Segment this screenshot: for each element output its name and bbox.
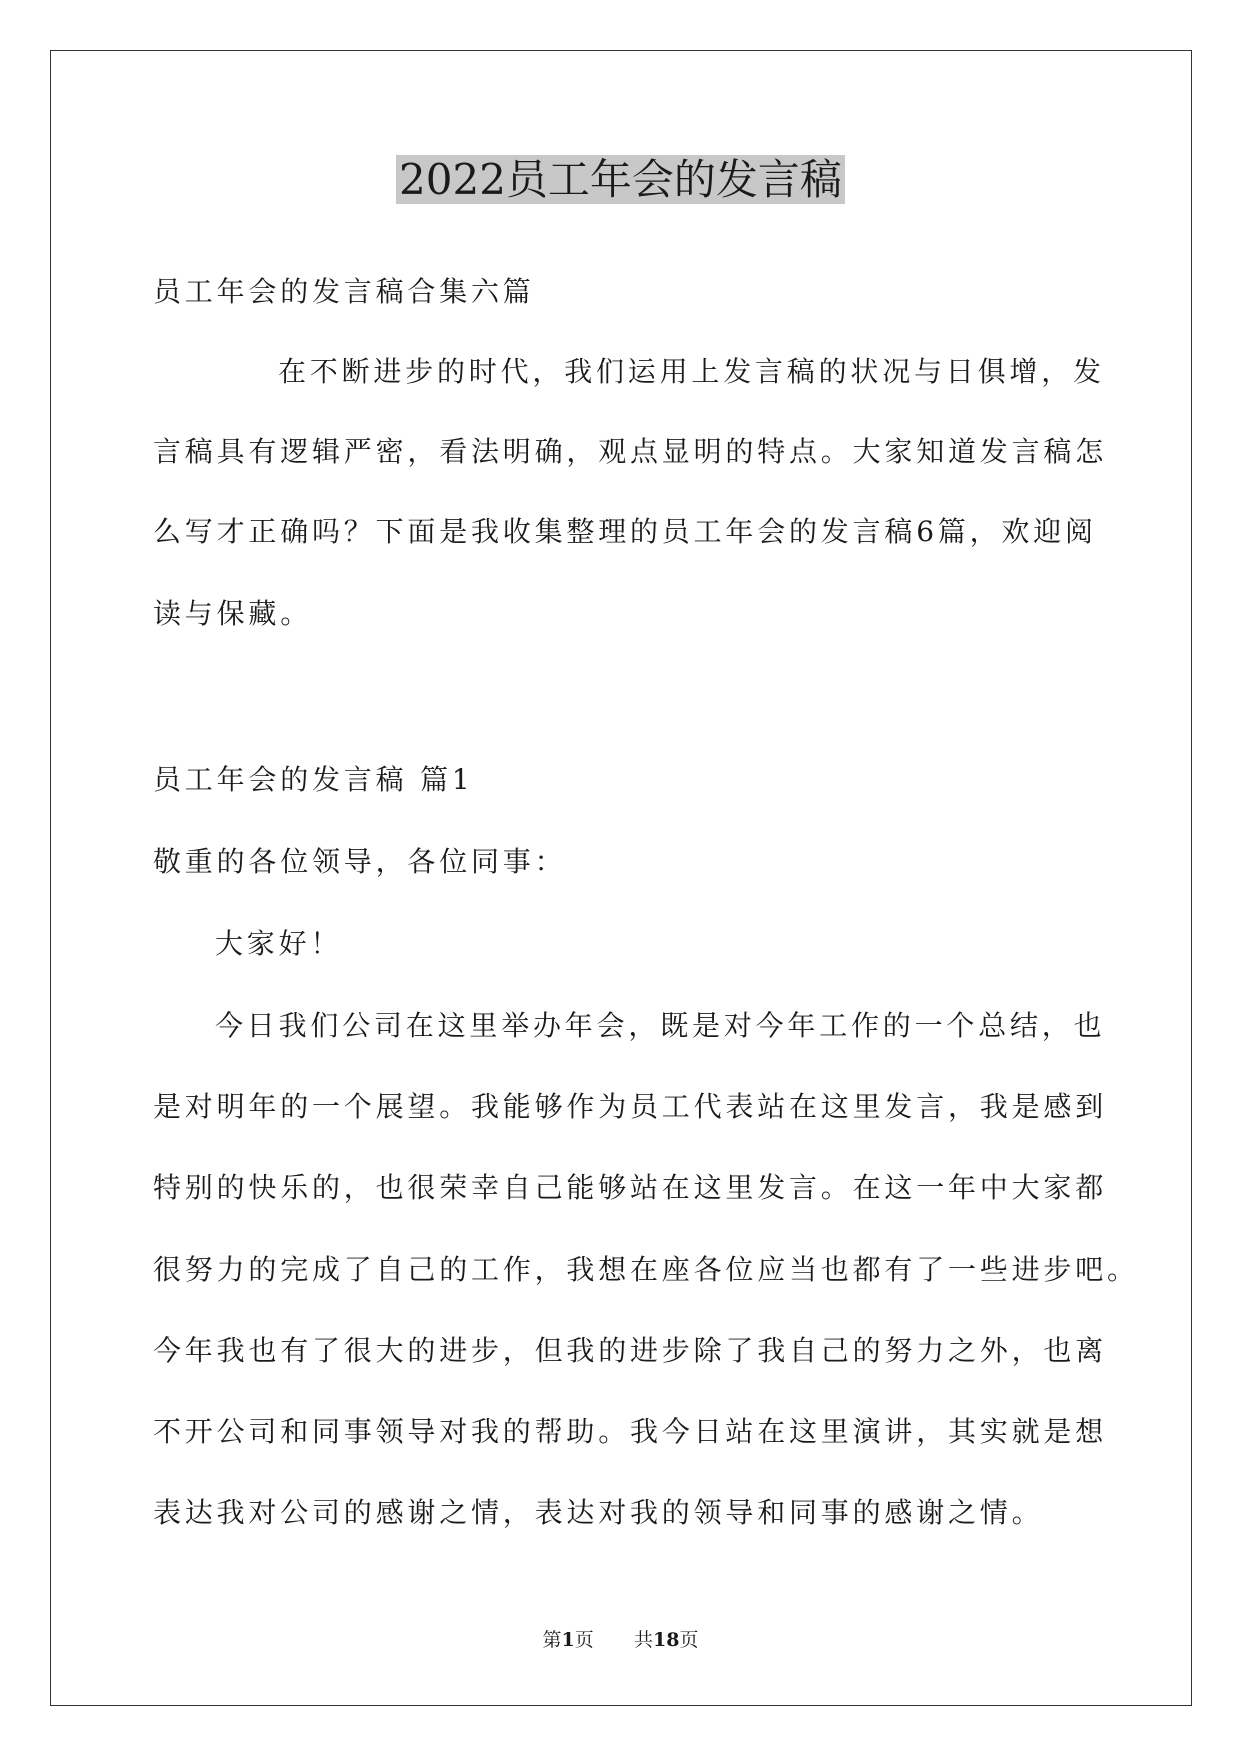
section-heading: 员工年会的发言稿 篇1 (153, 763, 474, 796)
footer-total-pages: 18 (652, 1629, 680, 1651)
footer-page-prefix: 第 (542, 1629, 562, 1651)
footer-page-suffix: 页 (574, 1629, 594, 1651)
salutation: 敬重的各位领导，各位同事： (153, 845, 567, 878)
document-title-text: 2022员工年会的发言稿 (396, 155, 845, 204)
footer-total-suffix: 页 (679, 1629, 699, 1651)
intro-line-1: 在不断进步的时代，我们运用上发言稿的状况与日俱增，发 (278, 355, 1105, 388)
body-line-7: 表达我对公司的感谢之情，表达对我的领导和同事的感谢之情。 (153, 1496, 1044, 1529)
intro-line-4: 读与保藏。 (153, 597, 313, 630)
footer-total-prefix: 共 (633, 1629, 653, 1651)
document-subtitle: 员工年会的发言稿合集六篇 (153, 275, 535, 308)
footer-page-number: 1 (561, 1629, 575, 1651)
page-footer (0, 1627, 1241, 1653)
greeting: 大家好！ (215, 927, 343, 960)
body-line-1: 今日我们公司在这里举办年会，既是对今年工作的一个总结，也 (215, 1009, 1106, 1042)
body-line-5: 今年我也有了很大的进步，但我的进步除了我自己的努力之外，也离 (153, 1334, 1108, 1367)
body-line-4: 很努力的完成了自己的工作，我想在座各位应当也都有了一些进步吧。 (153, 1253, 1139, 1286)
body-line-2: 是对明年的一个展望。我能够作为员工代表站在这里发言，我是感到 (153, 1090, 1108, 1123)
document-title (0, 152, 1241, 208)
body-line-6: 不开公司和同事领导对我的帮助。我今日站在这里演讲，其实就是想 (153, 1415, 1108, 1448)
intro-line-2: 言稿具有逻辑严密，看法明确，观点显明的特点。大家知道发言稿怎 (153, 435, 1108, 468)
body-line-3: 特别的快乐的，也很荣幸自己能够站在这里发言。在这一年中大家都 (153, 1171, 1108, 1204)
intro-line-3: 么写才正确吗？下面是我收集整理的员工年会的发言稿6篇，欢迎阅 (153, 515, 1097, 548)
